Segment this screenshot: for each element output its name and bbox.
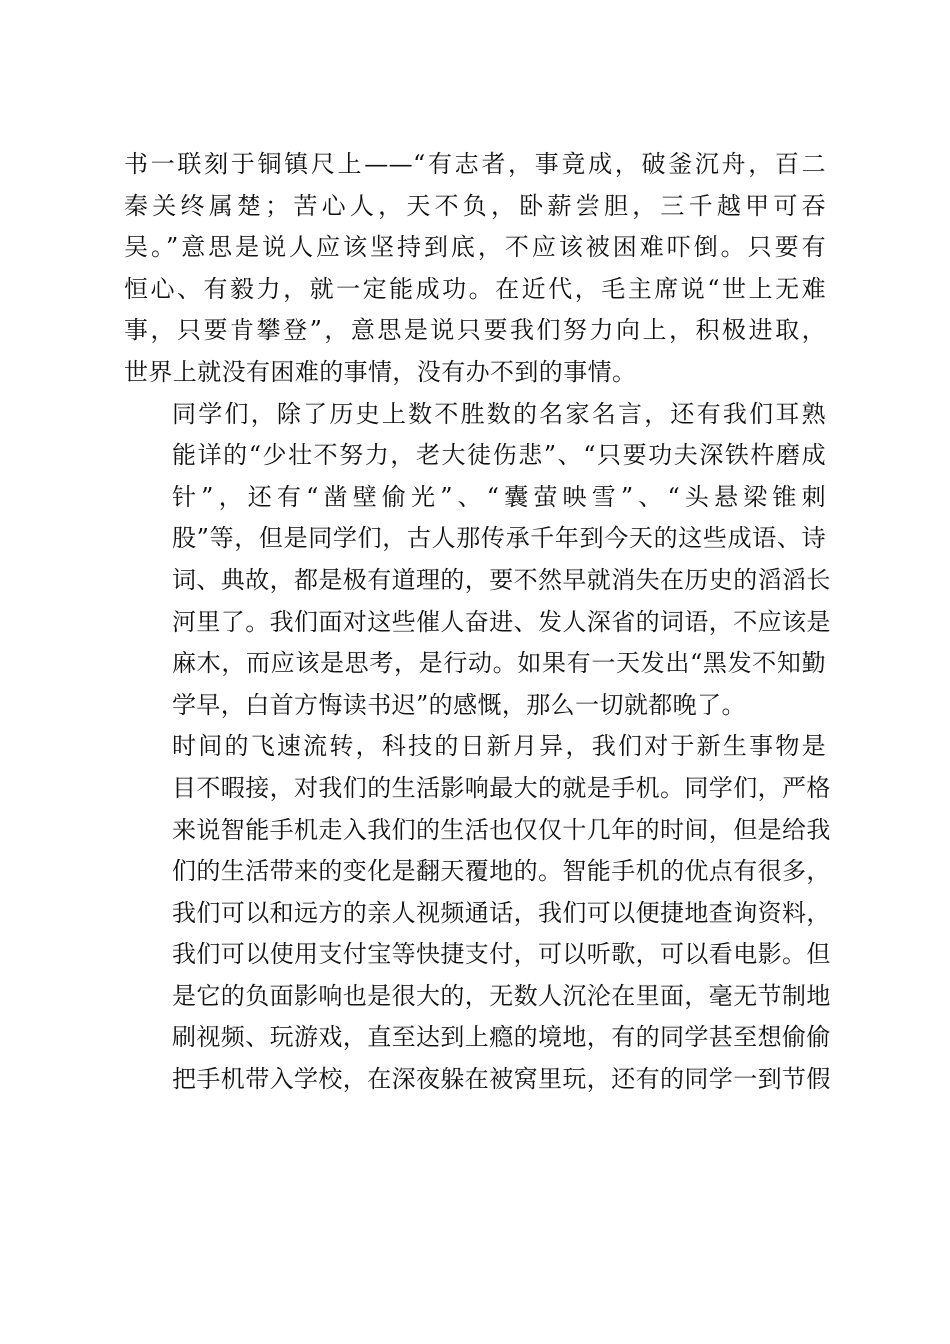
text-line: 书一联刻于铜镇尺上——“有志者，事竟成，破釜沉舟，百二 xyxy=(124,150,826,178)
text-line: 吴。”意思是说人应该坚持到底，不应该被困难吓倒。只要有 xyxy=(124,233,826,262)
document-body xyxy=(124,144,831,1101)
text-line: 我们可以和远方的亲人视频通话，我们可以便捷地查询资料， xyxy=(172,898,831,927)
text-line: 把手机带入学校，在深夜躲在被窝里玩，还有的同学一到节假 xyxy=(172,1065,831,1094)
text-line: 词、典故，都是极有道理的，要不然早就消失在历史的滔滔长 xyxy=(172,565,831,594)
text-line: 来说智能手机走入我们的生活也仅仅十几年的时间，但是给我 xyxy=(172,815,831,844)
text-line: 麻木，而应该是思考，是行动。如果有一天发出“黑发不知勤 xyxy=(172,649,826,678)
text-line: 学早，白首方悔读书迟”的感慨，那么一切就都晚了。 xyxy=(172,690,746,719)
paragraph-2 xyxy=(124,394,831,727)
text-line: 是它的负面影响也是很大的，无数人沉沦在里面，毫无节制地 xyxy=(172,981,831,1010)
text-line: 秦关终属楚；苦心人，天不负，卧薪尝胆，三千越甲可吞 xyxy=(124,191,826,220)
text-line: 我们可以使用支付宝等快捷支付，可以听歌，可以看电影。但 xyxy=(172,940,831,969)
text-line: 刷视频、玩游戏，直至达到上瘾的境地，有的同学甚至想偷偷 xyxy=(172,1023,831,1052)
text-line: 同学们，除了历史上数不胜数的名家名言，还有我们耳熟 xyxy=(172,399,826,428)
text-line: 事，只要肯攀登”，意思是说只要我们努力向上，积极进取， xyxy=(124,316,826,345)
text-line: 恒心、有毅力，就一定能成功。在近代，毛主席说“世上无难 xyxy=(124,274,826,303)
paragraph-3 xyxy=(124,726,831,1100)
text-line: 股”等，但是同学们，古人那传承千年到今天的这些成语、诗 xyxy=(172,524,826,553)
text-line: 时间的飞速流转，科技的日新月异，我们对于新生事物是 xyxy=(172,732,826,761)
text-line: 世界上就没有困难的事情，没有办不到的事情。 xyxy=(124,357,637,386)
text-line: 能详的“少壮不努力，老大徒伤悲”、“只要功夫深铁杵磨成 xyxy=(172,441,826,470)
text-line: 们的生活带来的变化是翻天覆地的。智能手机的优点有很多， xyxy=(172,857,831,886)
paragraph-1 xyxy=(124,144,826,394)
text-line: 目不暇接，对我们的生活影响最大的就是手机。同学们，严格 xyxy=(172,773,831,802)
text-line: 河里了。我们面对这些催人奋进、发人深省的词语，不应该是 xyxy=(172,607,831,636)
text-line: 针”，还有“凿壁偷光”、“囊萤映雪”、“头悬梁锥刺 xyxy=(172,482,826,511)
